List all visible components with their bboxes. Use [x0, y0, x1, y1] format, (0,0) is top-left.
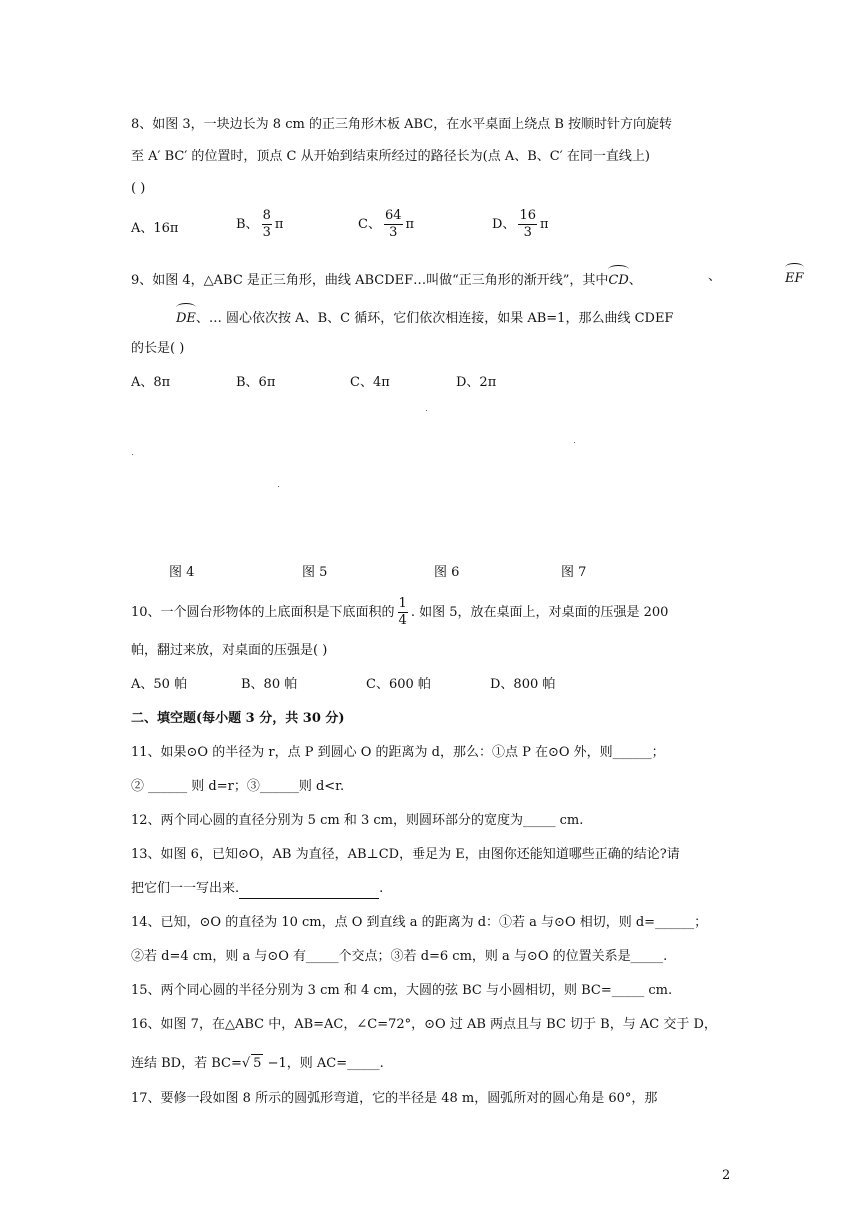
q11-line-1: 11、如果⊙O 的半径为 r，点 P 到圆心 O 的距离为 d，那么：①点 P 在⊙O 外，则______；: [131, 745, 665, 760]
q13-line-1: 13、如图 6，已知⊙O，AB 为直径，AB⊥CD，垂足为 E，由图你还能知道哪些正确的结论?请: [131, 847, 680, 862]
arc-cd: CD: [608, 268, 628, 290]
q13-line-2: 把它们一一写出来. .: [131, 880, 383, 899]
q16-line-2: 连结 BD，若 BC=√ 5 −1，则 AC=_____.: [131, 1056, 384, 1071]
fraction: $\frac{8}{3}$: [262, 208, 271, 240]
fraction: $\frac{16}{3}$: [519, 208, 536, 240]
q9-option-c: C、4π: [350, 375, 390, 390]
q9-arc-ef: EF: [785, 266, 804, 288]
q14-line-1: 14、已知，⊙O 的直径为 10 cm，点 O 到直线 a 的距离为 d：①若 a 与⊙O 相切，则 d=______；: [131, 915, 708, 930]
q8-line-1: 8、如图 3，一块边长为 8 cm 的正三角形木板 ABC，在水平桌面上绕点 B 按顺时针方向旋转: [131, 117, 673, 132]
sqrt-sign: √: [241, 1056, 251, 1071]
q9-line-1: 9、如图 4，△ABC 是正三角形，曲线 ABCDEF…叫做“正三角形的渐开线”，其中CD、: [131, 268, 642, 290]
fraction: $\frac{64}{3}$: [384, 208, 402, 240]
q9-line-2: DE、… 圆心依次按 A、B、C 循环，它们依次相连接，如果 AB=1，那么曲线 CDEF: [146, 306, 673, 328]
q15-line: 15、两个同心圆的半径分别为 3 cm 和 4 cm，大圆的弦 BC 与小圆相切，则 BC=_____ cm.: [131, 983, 673, 998]
q16-line-1: 16、如图 7，在△ABC 中，AB=AC，∠C=72°，⊙O 过 AB 两点且与 BC 切于 B，与 AC 交于 D，: [131, 1017, 717, 1032]
q14-line-2: ②若 d=4 cm，则 a 与⊙O 有_____个交点；③若 d=6 cm，则 a 与⊙O 的位置关系是_____.: [131, 949, 668, 964]
figure-caption-6: 图 6: [434, 565, 460, 580]
figure-caption-5: 图 5: [302, 565, 328, 580]
q17-line: 17、要修一段如图 8 所示的圆弧形弯道，它的半径是 48 m，圆弧所对的圆心角是 60°，那: [131, 1091, 658, 1106]
q9-option-d: D、2π: [456, 375, 497, 390]
q10-option-d: D、800 帕: [490, 677, 556, 692]
q8-line-3: ( ): [131, 181, 146, 196]
q10-option-a: A、50 帕: [131, 677, 188, 692]
q9-option-b: B、6π: [236, 375, 276, 390]
sqrt-value: 5: [253, 1056, 262, 1071]
section-heading: 二、填空题(每小题 3 分，共 30 分): [131, 711, 345, 726]
q10-option-b: B、80 帕: [241, 677, 298, 692]
q11-line-2: ② ______ 则 d=r；③______则 d<r.: [131, 779, 345, 794]
answer-blank: [239, 880, 379, 899]
q8-line-2: 至 A′ BC′ 的位置时，顶点 C 从开始到结束所经过的路径长为(点 A、B、C′ 在同一直线上): [131, 149, 650, 164]
q8-option-a: A、16π: [131, 221, 179, 236]
figure-dot: [278, 486, 279, 487]
q9-option-a: A、8π: [131, 375, 171, 390]
q8-option-d: D、 $\frac{16}{3}$ π: [492, 208, 549, 240]
q10-line-2: 帕，翻过来放，对桌面的压强是( ): [131, 643, 328, 658]
figure-dot: [132, 454, 133, 455]
q10-line-1: 10、一个圆台形物体的上底面积是下底面积的 $\frac{1}{4}$ . 如图 5，放在桌面上，对桌面的压强是 200: [131, 596, 669, 628]
page-number: 2: [722, 1168, 731, 1183]
figure-caption-7: 图 7: [561, 565, 587, 580]
arc-de: DE: [176, 306, 196, 328]
q9-separator: 、: [708, 269, 722, 284]
figure-caption-4: 图 4: [169, 565, 195, 580]
q9-line-3: 的长是( ): [131, 341, 185, 356]
figure-dot: [426, 410, 427, 411]
q8-option-b: B、 $\frac{8}{3}$ π: [236, 208, 284, 240]
fraction: $\frac{1}{4}$: [398, 596, 407, 628]
q10-option-c: C、600 帕: [366, 677, 431, 692]
figure-dot: [574, 442, 575, 443]
q12-line: 12、两个同心圆的直径分别为 5 cm 和 3 cm，则圆环部分的宽度为_____ cm.: [131, 813, 584, 828]
q8-option-c: C、 $\frac{64}{3}$ π: [358, 208, 415, 240]
